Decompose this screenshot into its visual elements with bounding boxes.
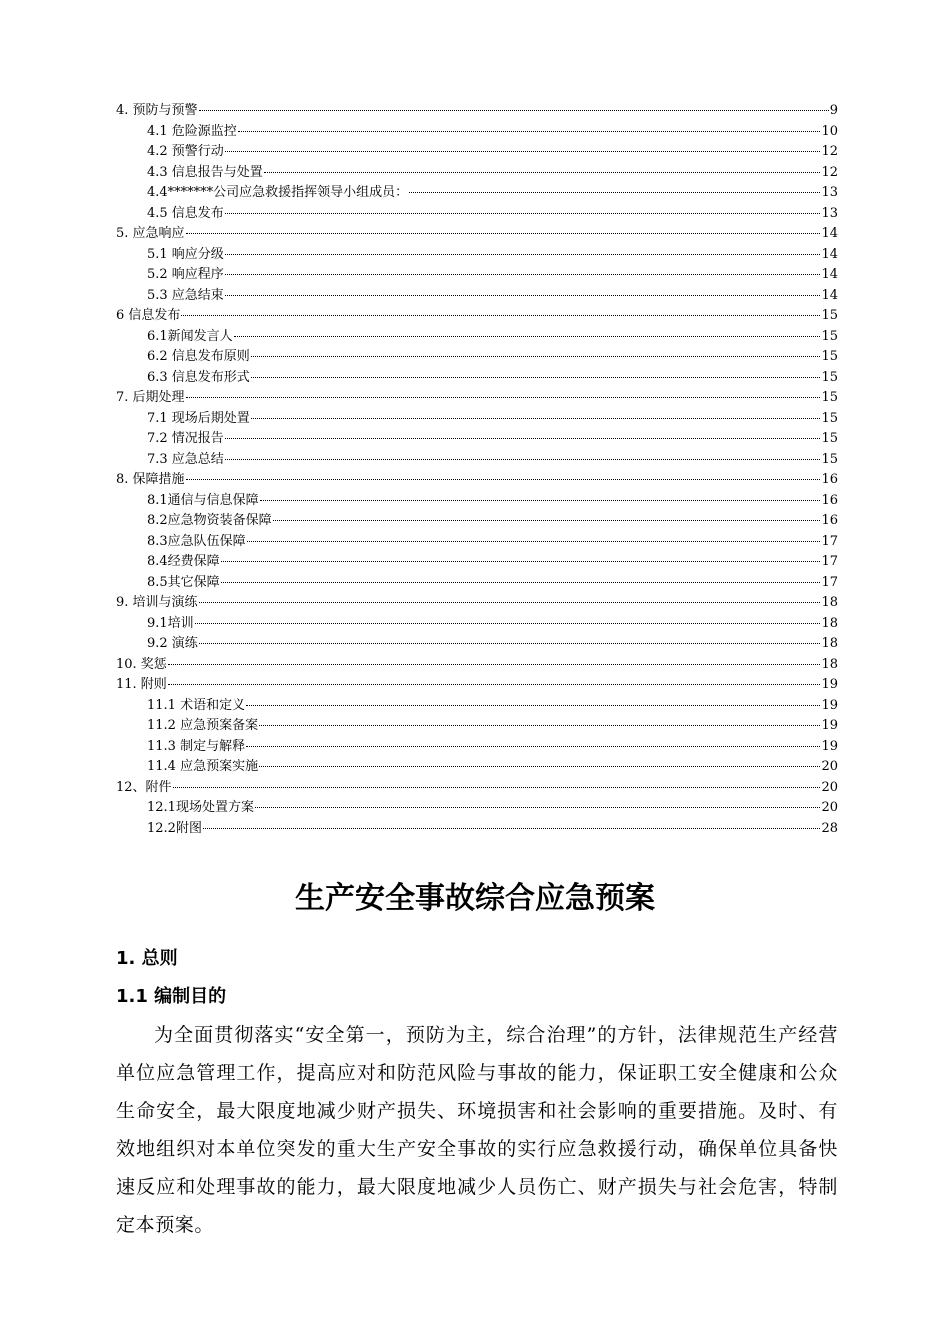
toc-entry-label: 4. 预防与预警	[116, 103, 198, 118]
toc-entry-label: 7.1 现场后期处置	[147, 410, 250, 426]
toc-entry-page: 14	[821, 287, 838, 303]
toc-leader-dots	[195, 623, 821, 624]
toc-entry-page: 15	[821, 451, 838, 467]
toc-entry[interactable]	[116, 204, 838, 225]
toc-entry[interactable]	[116, 716, 838, 737]
toc-entry-page: 15	[821, 328, 838, 344]
toc-leader-dots	[225, 295, 821, 296]
toc-entry[interactable]	[116, 757, 838, 778]
toc-entry-label: 9. 培训与演练	[116, 595, 198, 610]
toc-entry-page: 15	[821, 410, 838, 426]
toc-entry-page: 17	[821, 574, 838, 590]
toc-entry-label: 9.1培训	[147, 615, 194, 631]
toc-entry-page: 19	[821, 697, 838, 713]
toc-entry-page: 15	[821, 390, 838, 405]
toc-leader-dots	[186, 397, 821, 398]
toc-entry[interactable]	[116, 511, 838, 532]
toc-entry[interactable]	[116, 614, 838, 635]
toc-entry[interactable]	[116, 388, 838, 409]
toc-entry-page: 12	[821, 144, 838, 159]
toc-entry-page: 20	[821, 779, 838, 795]
toc-leader-dots	[234, 336, 821, 337]
toc-entry[interactable]	[116, 593, 838, 614]
toc-entry-page: 17	[821, 554, 838, 569]
toc-leader-dots	[225, 438, 821, 439]
toc-entry-label: 8.3应急队伍保障	[147, 533, 246, 549]
toc-entry-label: 8. 保障措施	[116, 472, 185, 487]
toc-entry-label: 11.3 制定与解释	[147, 738, 246, 754]
toc-entry[interactable]	[116, 573, 838, 594]
toc-entry-label: 12、附件	[116, 779, 172, 795]
toc-entry[interactable]	[116, 532, 838, 553]
toc-leader-dots	[199, 602, 821, 603]
toc-leader-dots	[259, 766, 820, 767]
toc-entry[interactable]	[116, 142, 838, 163]
toc-entry-page: 12	[821, 164, 838, 180]
toc-entry-label: 5. 应急响应	[116, 226, 185, 241]
toc-entry[interactable]	[116, 552, 838, 573]
toc-entry-label: 12.2附图	[147, 820, 202, 836]
toc-leader-dots	[225, 459, 821, 460]
toc-leader-dots	[247, 541, 821, 542]
toc-entry[interactable]	[116, 183, 838, 204]
toc-entry[interactable]	[116, 470, 838, 491]
toc-entry[interactable]	[116, 819, 838, 840]
toc-entry-label: 4.2 预警行动	[147, 144, 224, 159]
toc-entry[interactable]	[116, 286, 838, 307]
toc-entry[interactable]	[116, 655, 838, 676]
toc-leader-dots	[251, 377, 821, 378]
toc-leader-dots	[246, 705, 820, 706]
toc-entry[interactable]	[116, 368, 838, 389]
toc-entry[interactable]	[116, 737, 838, 758]
toc-entry-page: 16	[821, 472, 838, 487]
toc-entry[interactable]	[116, 122, 838, 143]
toc-leader-dots	[251, 418, 821, 419]
toc-leader-dots	[225, 151, 821, 152]
toc-entry-page: 16	[821, 513, 838, 528]
toc-entry-page: 19	[821, 718, 838, 733]
toc-entry-label: 9.2 演练	[147, 636, 198, 651]
toc-entry-label: 10. 奖惩	[116, 656, 167, 672]
toc-leader-dots	[199, 110, 829, 111]
toc-entry-page: 15	[821, 369, 838, 385]
toc-leader-dots	[186, 233, 821, 234]
toc-entry[interactable]	[116, 450, 838, 471]
toc-entry-page: 19	[821, 677, 838, 692]
toc-leader-dots	[181, 315, 820, 316]
toc-entry-label: 8.2应急物资装备保障	[147, 513, 272, 528]
toc-leader-dots	[255, 807, 821, 808]
toc-leader-dots	[251, 356, 821, 357]
toc-entry-label: 4.4*******公司应急救援指挥领导小组成员：	[147, 185, 409, 200]
toc-entry-label: 11.2 应急预案备案	[147, 718, 259, 733]
toc-leader-dots	[199, 643, 821, 644]
toc-entry-label: 6.1新闻发言人	[147, 328, 233, 344]
toc-entry-label: 4.3 信息报告与处置	[147, 164, 263, 180]
toc-entry-label: 7.2 情况报告	[147, 431, 224, 446]
toc-entry-page: 14	[821, 226, 838, 241]
toc-entry[interactable]	[116, 675, 838, 696]
toc-entry-page: 18	[821, 595, 838, 610]
toc-entry[interactable]	[116, 778, 838, 799]
toc-entry-label: 11. 附则	[116, 677, 167, 692]
toc-leader-dots	[168, 684, 821, 685]
toc-entry-label: 7.3 应急总结	[147, 451, 224, 467]
toc-entry-page: 19	[821, 738, 838, 754]
toc-entry[interactable]	[116, 634, 838, 655]
toc-entry-label: 4.1 危险源监控	[147, 123, 237, 139]
toc-entry-label: 8.5其它保障	[147, 574, 220, 590]
document-title: 生产安全事故综合应急预案	[295, 881, 655, 916]
toc-entry[interactable]	[116, 429, 838, 450]
toc-entry-label: 7. 后期处理	[116, 390, 185, 405]
toc-entry-page: 18	[821, 615, 838, 631]
toc-entry-page: 14	[821, 267, 838, 282]
toc-leader-dots	[173, 787, 821, 788]
toc-leader-dots	[273, 520, 821, 521]
toc-entry[interactable]	[116, 224, 838, 245]
toc-entry-page: 20	[821, 800, 838, 815]
toc-entry-label: 11.4 应急预案实施	[147, 759, 259, 774]
toc-entry[interactable]	[116, 798, 838, 819]
toc-entry-label: 6.2 信息发布原则	[147, 349, 250, 364]
toc-leader-dots	[259, 725, 820, 726]
toc-leader-dots	[238, 131, 821, 132]
toc-entry[interactable]	[116, 163, 838, 184]
toc-entry-label: 5.3 应急结束	[147, 287, 224, 303]
toc-entry-label: 8.1通信与信息保障	[147, 492, 259, 508]
toc-entry-page: 13	[821, 185, 838, 200]
toc-entry[interactable]	[116, 409, 838, 430]
toc-leader-dots	[186, 479, 821, 480]
toc-leader-dots	[221, 582, 821, 583]
toc-entry-label: 6 信息发布	[116, 308, 181, 323]
toc-entry-page: 10	[821, 123, 838, 139]
toc-entry-page: 9	[829, 103, 838, 118]
toc-entry-label: 6.3 信息发布形式	[147, 369, 250, 385]
toc-entry-label: 12.1现场处置方案	[147, 800, 254, 815]
toc-entry-label: 5.1 响应分级	[147, 246, 224, 262]
toc-leader-dots	[225, 213, 821, 214]
toc-entry-page: 16	[821, 492, 838, 508]
toc-entry-label: 4.5 信息发布	[147, 205, 224, 221]
toc-entry[interactable]	[116, 265, 838, 286]
toc-entry-page: 15	[821, 308, 838, 323]
toc-leader-dots	[225, 274, 821, 275]
section-heading-general: 1. 总则	[116, 948, 178, 969]
toc-leader-dots	[221, 561, 821, 562]
toc-entry-page: 28	[821, 820, 838, 836]
toc-leader-dots	[168, 664, 821, 665]
toc-entry-page: 20	[821, 759, 838, 774]
toc-entry-page: 15	[821, 431, 838, 446]
table-of-contents	[116, 101, 838, 839]
toc-entry-page: 13	[821, 205, 838, 221]
toc-entry-page: 18	[821, 636, 838, 651]
toc-entry-page: 15	[821, 349, 838, 364]
toc-entry[interactable]	[116, 101, 838, 122]
toc-entry[interactable]	[116, 491, 838, 512]
toc-leader-dots	[246, 746, 820, 747]
toc-entry[interactable]	[116, 327, 838, 348]
body-paragraph: 为全面贯彻落实“安全第一，预防为主，综合治理”的方针，法律规范生产经营单位应急管理工作，提高应对和防范风险与事故的能力，保证职工安全健康和公众生命安全，最大限度地减少财产损失、环境损害和社会影响的重要措施。及时、有效地组织对本单位突发的重大生产安全事故的实行应急救援行动，确保单位具备快速反应和处理事故的能力，最大限度地减少人员伤亡、财产损失与社会危害，特制定本预案。	[116, 1024, 838, 1236]
toc-entry-page: 18	[821, 656, 838, 672]
toc-entry-page: 17	[821, 533, 838, 549]
toc-leader-dots	[409, 192, 820, 193]
section-heading-purpose: 1.1 编制目的	[116, 986, 227, 1007]
toc-entry-page: 14	[821, 246, 838, 262]
toc-entry[interactable]	[116, 245, 838, 266]
toc-leader-dots	[264, 172, 821, 173]
toc-leader-dots	[203, 828, 821, 829]
toc-entry-label: 8.4经费保障	[147, 554, 220, 569]
toc-entry-label: 5.2 响应程序	[147, 267, 224, 282]
toc-leader-dots	[260, 500, 821, 501]
toc-entry[interactable]	[116, 347, 838, 368]
toc-entry-label: 11.1 术语和定义	[147, 697, 246, 713]
toc-leader-dots	[225, 254, 821, 255]
toc-entry[interactable]	[116, 306, 838, 327]
toc-entry[interactable]	[116, 696, 838, 717]
